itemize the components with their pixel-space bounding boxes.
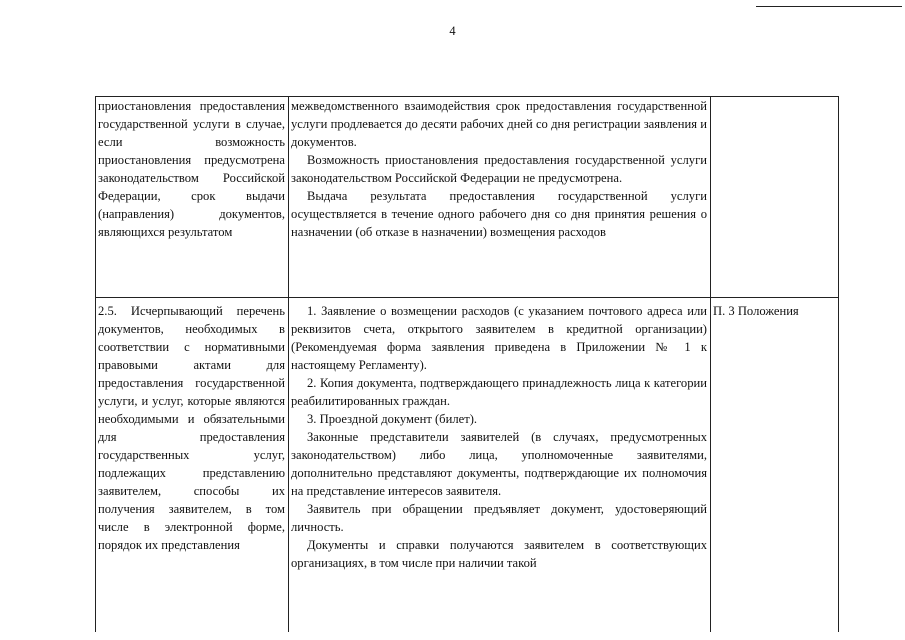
- requirement-name-cell: приостановления предоставления государственной услуги в случае, если возможность приостановления предусмотрена законодательством Российской Федерации, срок выдачи (направления) документов, являющихся результатом: [96, 97, 289, 298]
- content-paragraph: Возможность приостановления предоставления государственной услуги законодательством Российской Федерации не предусмотрена.: [291, 153, 707, 185]
- requirement-name-cell: 2.5. Исчерпывающий перечень документов, необходимых в соответствии с нормативными правовыми актами для предоставления государственной услуги, и услуг, которые являются необходимыми и обязательными для предоставления государственных услуг, подлежащих представлению заявителем, способы их получения заявителем, в том числе в электронной форме, порядок их представления: [96, 298, 289, 633]
- content-paragraph: Выдача результата предоставления государственной услуги осуществляется в течение одного рабочего дня со дня принятия решения о назначении (об отказе в назначении) возмещения расходов: [291, 189, 707, 239]
- content-paragraph: межведомственного взаимодействия срок предоставления государственной услуги продлевается до десяти рабочих дней со дня регистрации заявления и документов.: [291, 99, 707, 149]
- content-paragraph: 3. Проездной документ (билет).: [307, 412, 478, 426]
- regulation-table: [95, 96, 839, 632]
- legal-reference-cell: П. 3 Положения: [711, 298, 839, 633]
- content-paragraph: 1. Заявление о возмещении расходов (с указанием почтового адреса или реквизитов счета, открытого заявителем в кредитной организации) (Рекомендуемая форма заявления приведена в Приложении № 1 к настоящему Регламенту).: [291, 304, 707, 372]
- content-paragraph: 2. Копия документа, подтверждающего принадлежность лица к категории реабилитированных граждан.: [291, 376, 707, 408]
- content-paragraph: Законные представители заявителей (в случаях, предусмотренных законодательством) либо лица, уполномоченные заявителями, дополнительно представляют документы, подтверждающие их полномочия на представление интересов заявителя.: [291, 430, 707, 498]
- header-rule: [756, 6, 902, 7]
- content-paragraph: Заявитель при обращении предъявляет документ, удостоверяющий личность.: [291, 502, 707, 534]
- table-row: [96, 298, 839, 633]
- legal-reference-cell: [711, 97, 839, 298]
- table-row: [96, 97, 839, 298]
- requirement-content-cell: [289, 298, 711, 633]
- page-number: 4: [449, 24, 456, 38]
- requirement-content-cell: [289, 97, 711, 298]
- content-paragraph: Документы и справки получаются заявителем в соответствующих организациях, в том числе при наличии такой: [291, 538, 707, 570]
